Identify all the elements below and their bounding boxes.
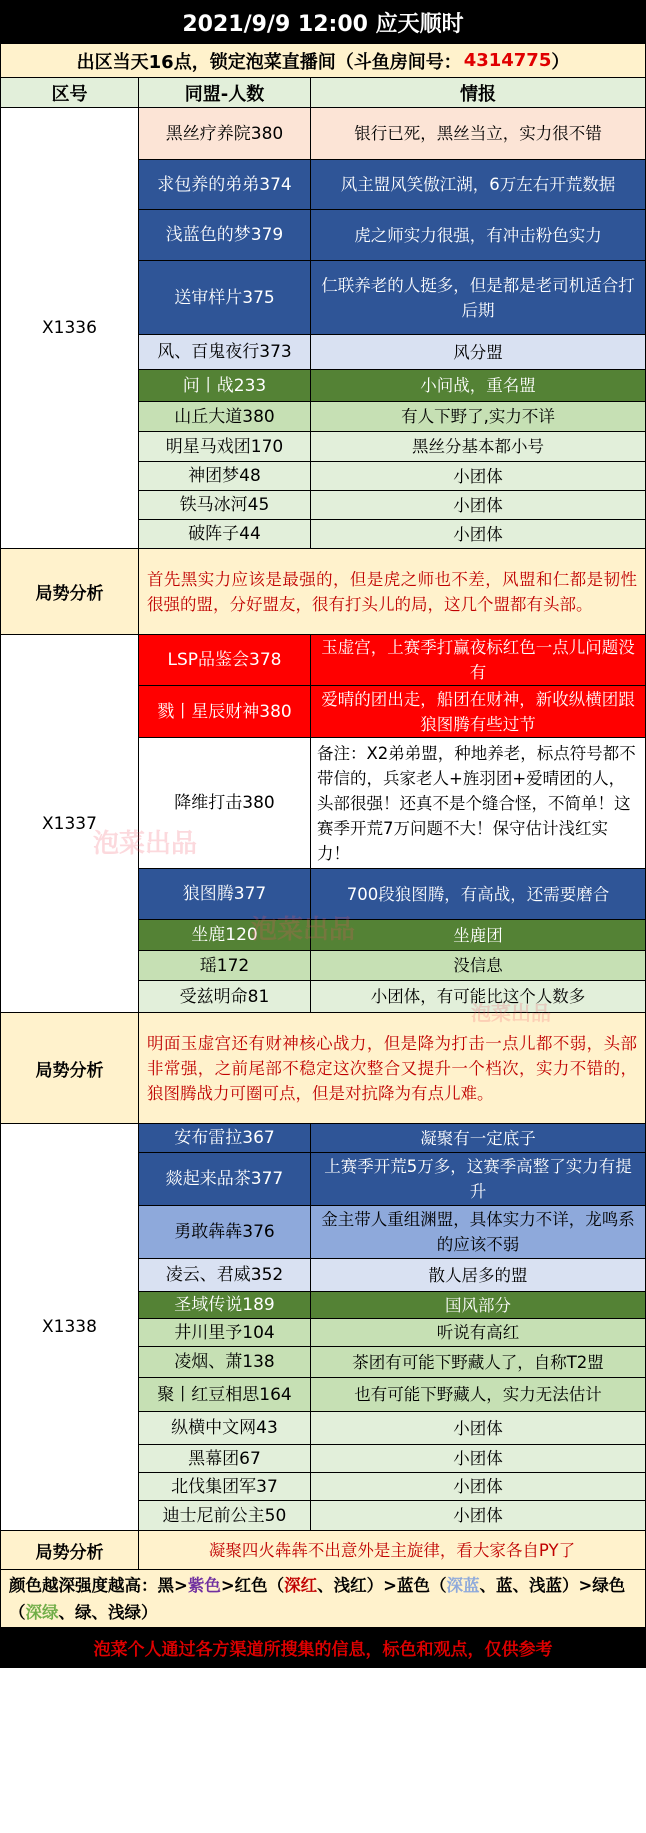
- table-row: [139, 1412, 645, 1445]
- alliance-info: 小团体: [311, 1445, 645, 1473]
- table-row: [139, 1292, 645, 1319]
- table-row: [139, 210, 645, 261]
- legend-part: 、浅红）>蓝色（: [317, 1576, 447, 1595]
- table-row: [139, 951, 645, 981]
- zone-block-x1338: [1, 1124, 645, 1531]
- alliance-info: 也有可能下野藏人，实力无法估计: [311, 1378, 645, 1412]
- table-row: [139, 1153, 645, 1206]
- legend-part: >红色（: [220, 1576, 285, 1595]
- watermark: 泡菜出品: [251, 915, 356, 945]
- alliance-info: 虎之师实力很强，有冲击粉色实力: [311, 210, 645, 261]
- notice-suffix: ）: [551, 51, 570, 73]
- alliance-info: 玉虚宫，上赛季打赢夜标红色一点儿问题没有: [311, 635, 645, 686]
- col-zone-header: 区号: [1, 78, 139, 108]
- alliance-info: 小团体: [311, 491, 645, 520]
- table-row: [139, 981, 645, 1013]
- alliance-name: 坐鹿120: [139, 920, 311, 951]
- table-row: [139, 370, 645, 402]
- alliance-name: 狼图腾377: [139, 869, 311, 920]
- analysis-text: 明面玉虚宫还有财神核心战力，但是降为打击一点儿都不弱，头部非常强，之前尾部不稳定这次整合又提升一个档次，实力不错的，狼图腾战力可圈可点，但是对抗降为有点儿难。: [139, 1013, 645, 1124]
- analysis-row-x1337: [1, 1013, 645, 1124]
- legend-part: 、绿、浅绿）: [58, 1603, 158, 1622]
- alliance-name: 受兹明命81: [139, 981, 311, 1013]
- zone-block-x1337: [1, 635, 645, 1013]
- table-row: [139, 1319, 645, 1347]
- alliance-info: 银行已死，黑丝当立，实力很不错: [311, 108, 645, 160]
- alliance-info: 国风部分: [311, 1292, 645, 1319]
- zone-id: X1338: [1, 1124, 139, 1531]
- table-row: [139, 491, 645, 520]
- alliance-info: 凝聚有一定底子: [311, 1124, 645, 1153]
- alliance-info: 小团体: [311, 1501, 645, 1531]
- table-row: [139, 738, 645, 869]
- analysis-row-x1336: [1, 549, 645, 635]
- watermark: 泡菜出品: [93, 829, 198, 859]
- alliance-name: 北伐集团军37: [139, 1473, 311, 1501]
- alliance-name: 黑丝疗养院380: [139, 108, 311, 160]
- zone-block-x1336: [1, 108, 645, 549]
- alliance-info: 金主带人重组渊盟，具体实力不详，龙鸣系的应该不弱: [311, 1206, 645, 1259]
- analysis-row-x1338: [1, 1531, 645, 1570]
- legend-dark-red: 深红: [284, 1576, 318, 1595]
- alliance-info: 700段狼图腾，有高战，还需要磨合: [311, 869, 645, 920]
- table-row: [139, 920, 645, 951]
- table-row: [139, 1378, 645, 1412]
- alliance-info: 风分盟: [311, 335, 645, 370]
- alliance-name: 纵横中文网43: [139, 1412, 311, 1445]
- alliance-info: 坐鹿团: [311, 920, 645, 951]
- analysis-label: 局势分析: [1, 1013, 139, 1124]
- alliance-name: LSP品鉴会378: [139, 635, 311, 686]
- alliance-info: 小团体: [311, 520, 645, 549]
- alliance-name: 铁马冰河45: [139, 491, 311, 520]
- table-row: [139, 1445, 645, 1473]
- alliance-info: 小团体: [311, 1473, 645, 1501]
- table-row: [139, 432, 645, 462]
- alliance-name: 明星马戏团170: [139, 432, 311, 462]
- alliance-name: 降维打击380: [139, 738, 311, 869]
- zone-id: X1337: [1, 635, 139, 1013]
- legend-dark-green: 深绿: [25, 1603, 59, 1622]
- alliance-name: 浅蓝色的梦379: [139, 210, 311, 261]
- alliance-name: 问丨战233: [139, 370, 311, 402]
- legend-purple: 紫色: [187, 1576, 221, 1595]
- alliance-info: 小团体: [311, 462, 645, 491]
- sheet-title: 2021/9/9 12:00 应天顺时: [1, 1, 645, 44]
- alliance-name: 破阵子44: [139, 520, 311, 549]
- alliance-info: 听说有高红: [311, 1319, 645, 1347]
- table-row: [139, 1501, 645, 1531]
- table-row: [139, 402, 645, 432]
- table-row: [139, 108, 645, 160]
- table-row: [139, 635, 645, 686]
- alliance-info: 备注：X2弟弟盟，种地养老，标点符号都不带信的，兵家老人+旌羽团+爱晴团的人，头部很强！还真不是个缝合怪，不简单！这赛季开荒7万问题不大！保守估计浅红实力！: [311, 738, 645, 869]
- alliance-info: 散人居多的盟: [311, 1259, 645, 1292]
- table-row: [139, 1259, 645, 1292]
- table-row: [139, 1473, 645, 1501]
- table-row: [139, 335, 645, 370]
- analysis-label: 局势分析: [1, 549, 139, 635]
- room-number: 4314775: [463, 50, 552, 71]
- alliance-name: 燚起来品茶377: [139, 1153, 311, 1206]
- alliance-name: 神团梦48: [139, 462, 311, 491]
- column-header-row: [1, 78, 645, 108]
- alliance-name: 黑幕团67: [139, 1445, 311, 1473]
- analysis-label: 局势分析: [1, 1531, 139, 1570]
- analysis-text: 首先黑实力应该是最强的，但是虎之师也不差，风盟和仁都是韧性很强的盟，分好盟友，很有打头儿的局，这几个盟都有头部。: [139, 549, 645, 635]
- alliance-name: 凌云、君威352: [139, 1259, 311, 1292]
- alliance-info: 仁联养老的人挺多，但是都是老司机适合打后期: [311, 261, 645, 335]
- alliance-info: 黑丝分基本都小号: [311, 432, 645, 462]
- alliance-name: 井川里予104: [139, 1319, 311, 1347]
- legend-dark-blue: 深蓝: [446, 1576, 480, 1595]
- alliance-info: 茶团有可能下野藏人了，自称T2盟: [311, 1347, 645, 1378]
- col-info-header: 情报: [311, 78, 645, 108]
- alliance-name: 聚丨红豆相思164: [139, 1378, 311, 1412]
- alliance-info: 上赛季开荒5万多，这赛季高整了实力有提升: [311, 1153, 645, 1206]
- table-row: [139, 1124, 645, 1153]
- alliance-name: 山丘大道380: [139, 402, 311, 432]
- table-row: [139, 520, 645, 549]
- table-row: [139, 1347, 645, 1378]
- color-legend: [1, 1570, 645, 1628]
- alliance-name: 求包养的弟弟374: [139, 160, 311, 210]
- alliance-name: 戮丨星辰财神380: [139, 686, 311, 738]
- alliance-name: 凌烟、萧138: [139, 1347, 311, 1378]
- table-row: [139, 869, 645, 920]
- legend-prefix: 颜色越深强度越高：黑>: [9, 1576, 188, 1595]
- alliance-info: 风主盟风笑傲江湖，6万左右开荒数据: [311, 160, 645, 210]
- alliance-name: 风、百鬼夜行373: [139, 335, 311, 370]
- alliance-info: 小问战，重名盟: [311, 370, 645, 402]
- alliance-name: 送审样片375: [139, 261, 311, 335]
- alliance-name: 勇敢犇犇376: [139, 1206, 311, 1259]
- alliance-name: 瑶172: [139, 951, 311, 981]
- alliance-info: 小团体，有可能比这个人数多: [311, 981, 645, 1013]
- table-row: [139, 1206, 645, 1259]
- alliance-name: 圣域传说189: [139, 1292, 311, 1319]
- legend-part: 、蓝、浅蓝）>绿色（: [9, 1576, 626, 1622]
- stream-notice: [1, 44, 645, 78]
- disclaimer-footer: 泡菜个人通过各方渠道所搜集的信息，标色和观点，仅供参考: [1, 1628, 645, 1667]
- zone-id: X1336: [1, 108, 139, 549]
- table-row: [139, 261, 645, 335]
- notice-text: 出区当天16点，锁定泡菜直播间（斗鱼房间号：: [76, 51, 462, 73]
- analysis-text: 凝聚四火犇犇不出意外是主旋律，看大家各自PY了: [139, 1531, 645, 1570]
- alliance-info: 爱晴的团出走，船团在财神，新收纵横团跟狼图腾有些过节: [311, 686, 645, 738]
- col-alliance-header: 同盟-人数: [139, 78, 311, 108]
- alliance-info: 没信息: [311, 951, 645, 981]
- table-row: [139, 462, 645, 491]
- alliance-name: 迪士尼前公主50: [139, 1501, 311, 1531]
- table-row: [139, 160, 645, 210]
- alliance-info: 小团体: [311, 1412, 645, 1445]
- table-row: [139, 686, 645, 738]
- watermark: 泡菜出品: [471, 1001, 551, 1025]
- alliance-info: 有人下野了,实力不详: [311, 402, 645, 432]
- alliance-name: 安布雷拉367: [139, 1124, 311, 1153]
